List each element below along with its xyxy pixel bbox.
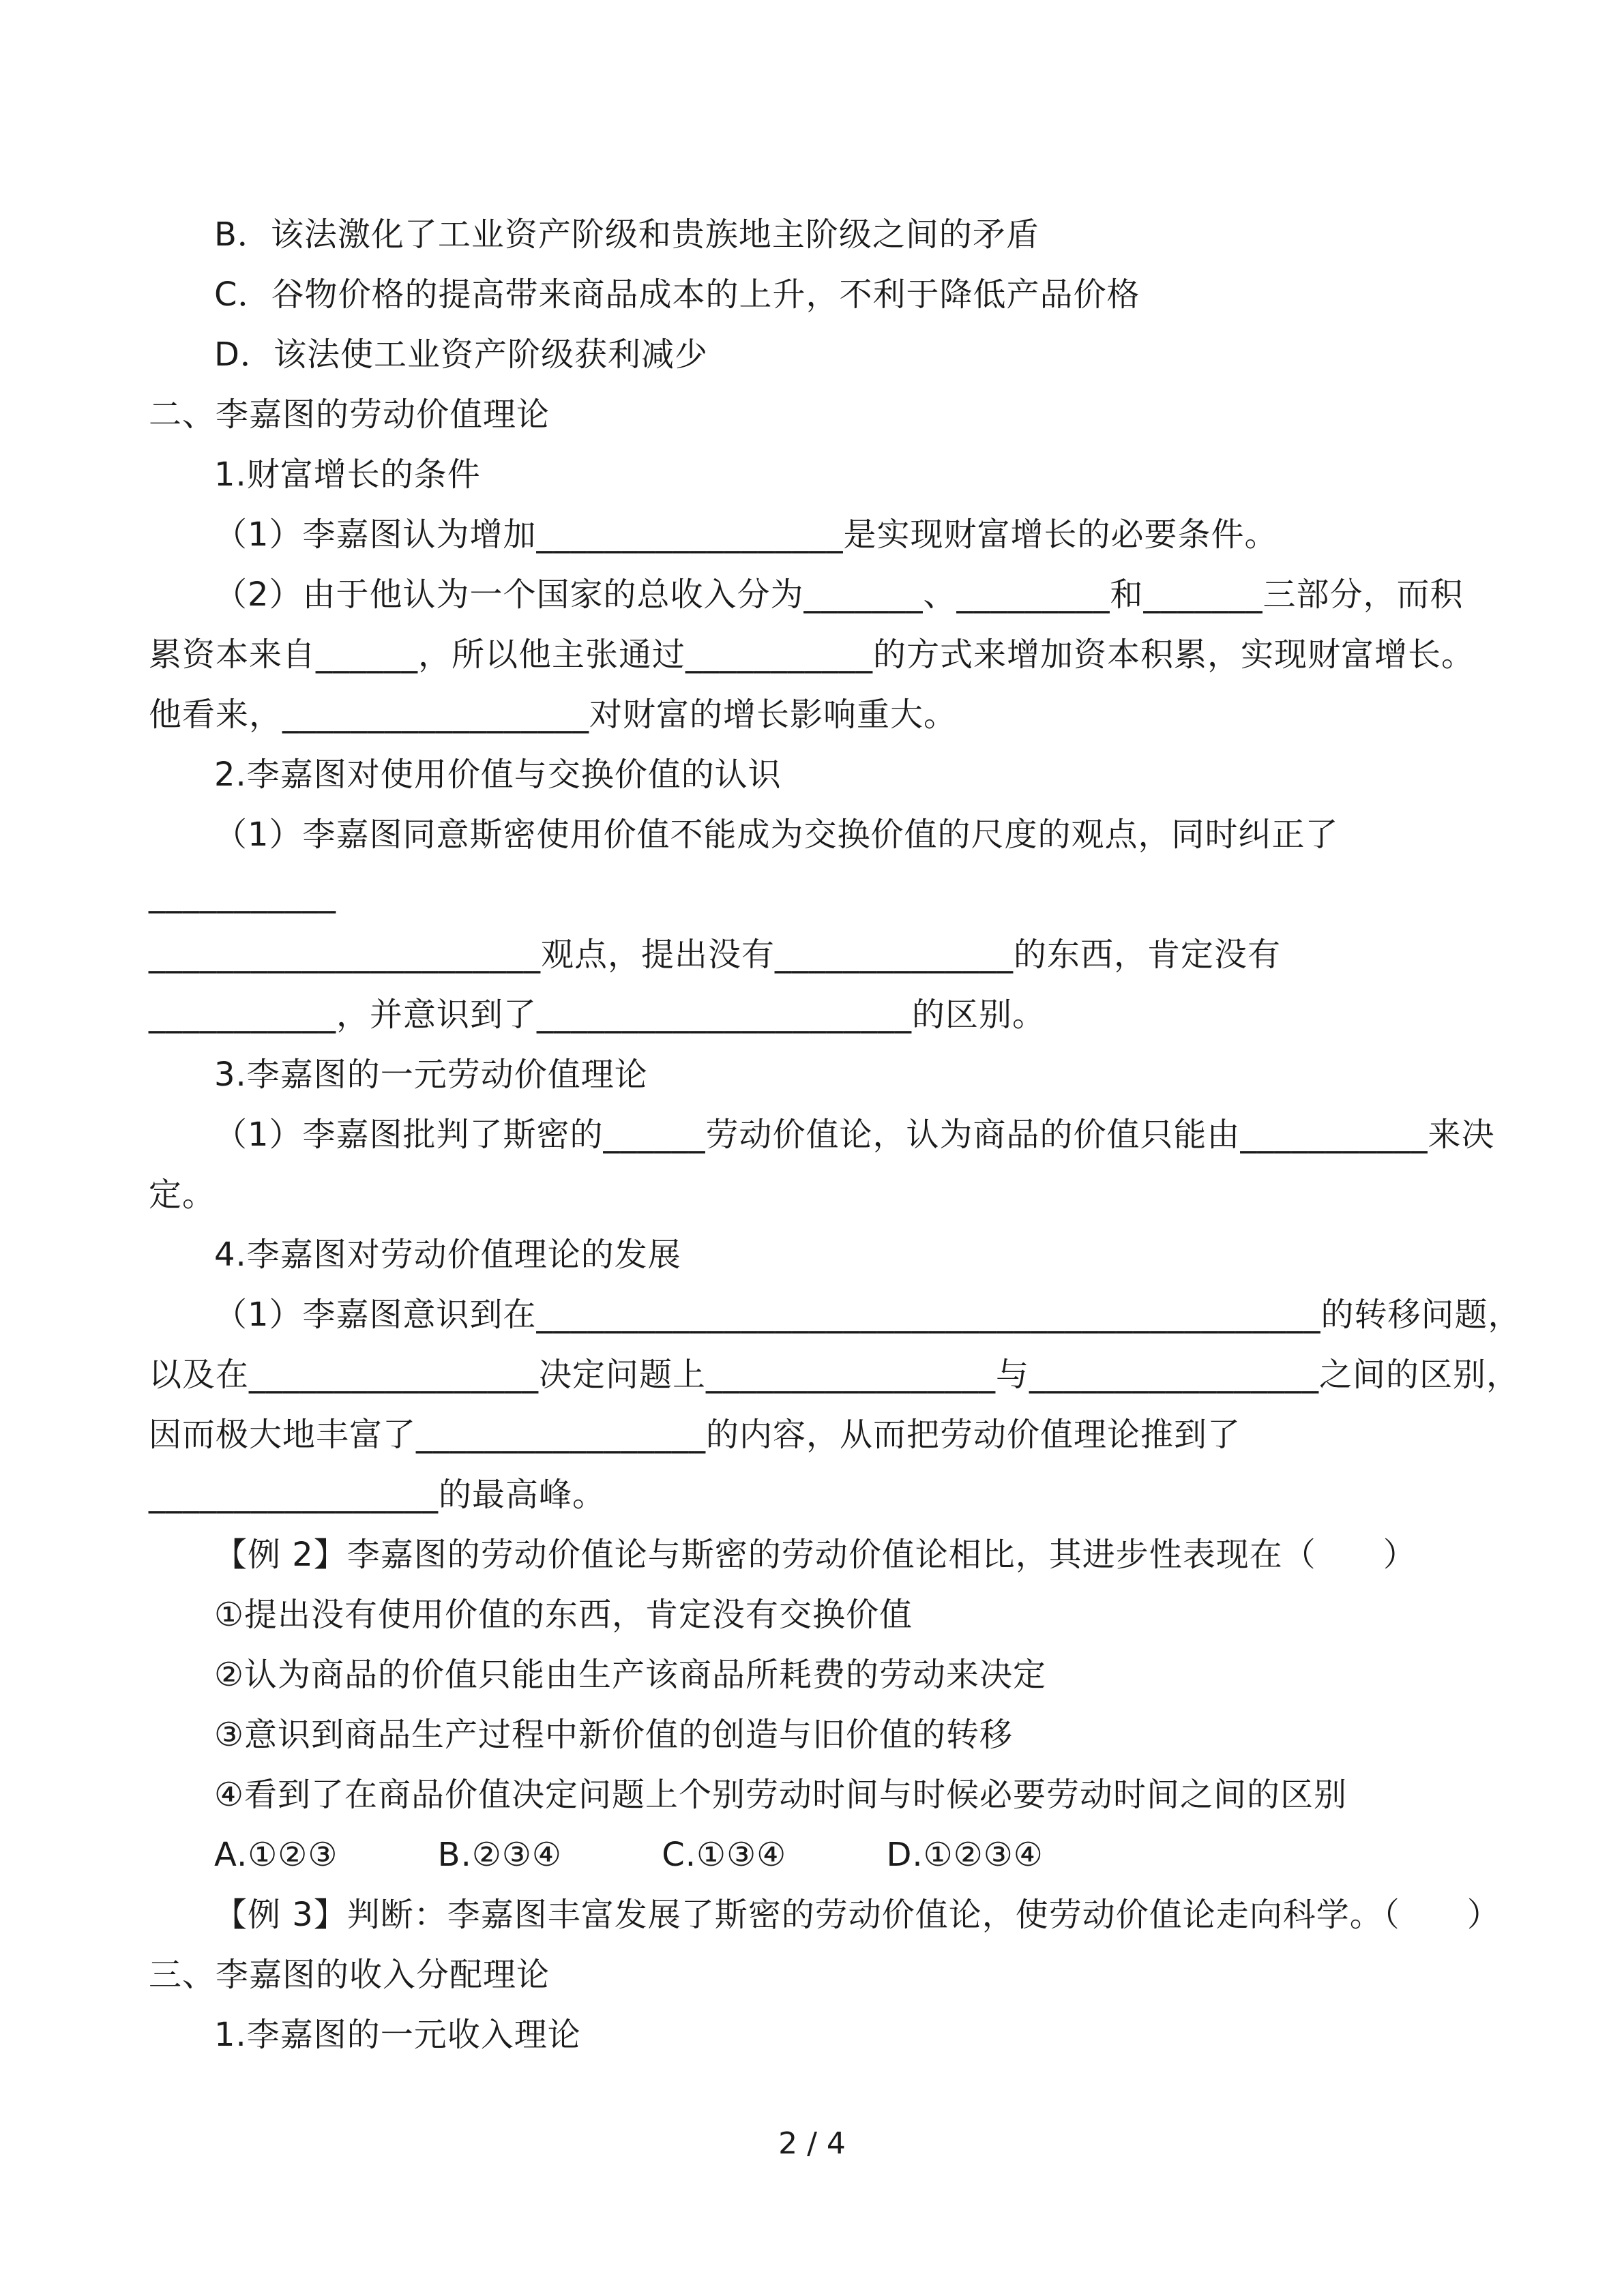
text-line: ①提出没有使用价值的东西，肯定没有交换价值 — [214, 1596, 913, 1634]
text-line: C．谷物价格的提高带来商品成本的上升，不利于降低产品价格 — [214, 275, 1140, 314]
text-line: 三、李嘉图的收入分配理论 — [149, 1956, 550, 1994]
text-line: _______________________观点，提出没有______________的东西，肯定没有 — [149, 936, 1282, 974]
text-line: ②认为商品的价值只能由生产该商品所耗费的劳动来决定 — [214, 1656, 1047, 1694]
text-line: ___________，并意识到了______________________的区别。 — [149, 996, 1046, 1034]
text-line: 他看来，__________________对财富的增长影响重大。 — [149, 696, 958, 734]
text-line: （1）李嘉图认为增加__________________是实现财富增长的必要条件。 — [214, 516, 1278, 554]
document-body — [149, 205, 1556, 2065]
text-line: ③意识到商品生产过程中新价值的创造与旧价值的转移 — [214, 1716, 1014, 1754]
text-line: B．该法激化了工业资产阶级和贵族地主阶级之间的矛盾 — [214, 215, 1039, 254]
text-line: 以及在_________________决定问题上_________________与_________________之间的区别， — [149, 1356, 1520, 1394]
text-line: 累资本来自______，所以他主张通过___________的方式来增加资本积累，实现财富增长。 — [149, 636, 1475, 674]
text-line: （1）李嘉图意识到在______________________________________________的转移问题， — [214, 1296, 1522, 1334]
text-line: 4.李嘉图对劳动价值理论的发展 — [214, 1236, 681, 1274]
text-line: 【例 2】李嘉图的劳动价值论与斯密的劳动价值论相比，其进步性表现在（ ） — [214, 1536, 1417, 1574]
text-line: （1）李嘉图同意斯密使用价值不能成为交换价值的尺度的观点，同时纠正了 — [214, 816, 1339, 854]
text-line: 1.财富增长的条件 — [214, 456, 481, 494]
text-line: ④看到了在商品价值决定问题上个别劳动时间与时候必要劳动时间之间的区别 — [214, 1776, 1348, 1814]
text-line: 定。 — [149, 1176, 216, 1214]
text-line: ___________ — [149, 876, 336, 914]
text-line: 【例 3】判断：李嘉图丰富发展了斯密的劳动价值论，使劳动价值论走向科学。（ ） — [214, 1896, 1501, 1934]
text-line: D．该法使工业资产阶级获利减少 — [214, 336, 708, 374]
text-line: 因而极大地丰富了_________________的内容，从而把劳动价值理论推到了 — [149, 1416, 1241, 1454]
text-line: 1.李嘉图的一元收入理论 — [214, 2016, 581, 2054]
text-line: A.①②③ B.②③④ C.①③④ D.①②③④ — [214, 1836, 1044, 1874]
page-number: 2 / 4 — [778, 2126, 846, 2161]
text-line: （2）由于他认为一个国家的总收入分为_______、_________和_______三部分，而积 — [214, 576, 1464, 614]
text-line: _________________的最高峰。 — [149, 1476, 606, 1514]
text-line: 2.李嘉图对使用价值与交换价值的认识 — [214, 756, 782, 794]
text-line: 3.李嘉图的一元劳动价值理论 — [214, 1056, 648, 1094]
text-line: 二、李嘉图的劳动价值理论 — [149, 396, 550, 434]
text-line: （1）李嘉图批判了斯密的______劳动价值论，认为商品的价值只能由___________来决 — [214, 1116, 1495, 1154]
